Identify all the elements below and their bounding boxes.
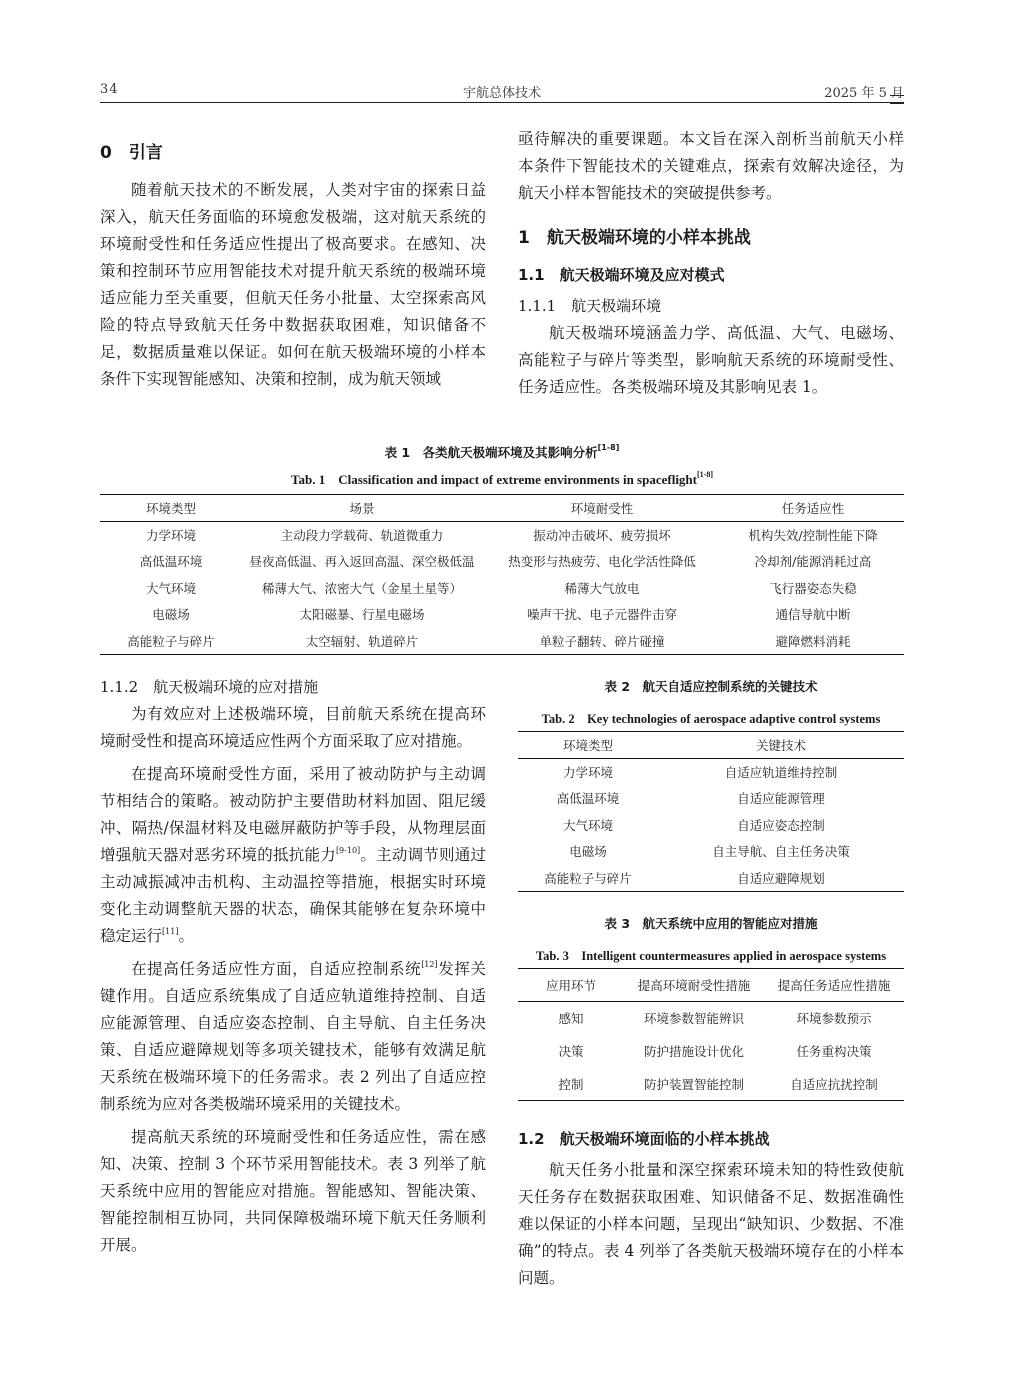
table-1-caption-cn-ref: [1-8] [597,443,620,452]
table-cell: 控制 [558,1076,584,1092]
table-3-caption-en: Tab. 3 Intelligent countermeasures applied in aerospace systems [535,949,887,963]
paragraph-1-1-1: 航天极端环境涵盖力学、高低温、大气、电磁场、高能粒子与碎片等类型，影响航天系统的环境耐受性、任务适应性。各类极端环境及其影响见表 1。 [518,324,904,396]
section-1-1-title: 1.1 航天极端环境及应对模式 [518,266,725,284]
table-cell: 热变形与热疲劳、电化学活性降低 [508,554,696,570]
citation-12: [12] [421,960,438,969]
right-column-bottom [518,1126,904,1292]
paragraph-measures-2-a: 在提高环境耐受性方面，采用了被动防护与主动调节相结合的策略。被动防护主要借助材料加固、阻尼缓冲、隔热/保温材料及电磁屏蔽防护等手段，从物理层面增强航天器对恶劣环境的抵抗能力 [100,765,486,864]
table-3-caption [518,914,904,964]
table-cell: 自适应避障规划 [737,870,825,886]
table-cell: 自适应能源管理 [737,791,825,807]
table-1-caption [100,443,904,488]
table-cell: 稀薄大气、浓密大气（金星土星等） [261,580,462,596]
table-cell: 噪声干扰、电子元器件击穿 [526,607,677,623]
paragraph-measures-4: 提高航天系统的环境耐受性和任务适应性，需在感知、决策、控制 3 个环节采用智能技术。表 3 列举了航天系统中应用的智能应对措施。智能感知、智能决策、智能控制相互协同，共同保障极端环境下航天任务顺利开展。 [100,1128,486,1254]
header-corner-mark [890,95,904,104]
table-row [100,575,904,602]
table-cell: 力学环境 [562,765,613,780]
paragraph-1-2: 航天任务小批量和深空探索环境未知的特性致使航天任务存在数据获取困难、知识储备不足、数据准确性难以保证的小样本问题，呈现出“缺知识、少数据、不准确”的特点。表 4 列举了各类航天极端环境存在的小样本问题。 [518,1161,904,1287]
header-rule [100,102,904,103]
table-cell: 电磁场 [569,844,607,860]
table-cell: 机构失效/控制性能下降 [748,528,878,543]
table-cell: 高低温环境 [556,791,620,807]
column-header: 环境类型 [562,738,613,753]
table-cell: 自适应抗扰控制 [790,1076,878,1092]
left-column-bottom [100,674,486,1259]
paragraph-measures-1: 为有效应对上述极端环境，目前航天系统在提高环境耐受性和提高环境适应性两个方面采取了应对措施。 [100,705,486,750]
journal-name: 宇航总体技术 [462,86,541,101]
table-1-caption-en: Tab. 1 Classification and impact of extreme environments in spaceflight [290,472,697,487]
table-cell: 自主导航、自主任务决策 [712,844,850,860]
table-cell: 任务重构决策 [796,1044,872,1059]
column-header: 场景 [349,501,375,516]
column-header: 提高任务适应性措施 [777,978,891,993]
table-cell: 飞行器姿态失稳 [769,580,857,596]
table-cell: 主动段力学载荷、轨道微重力 [280,528,444,543]
table-2-caption-en: Tab. 2 Key technologies of aerospace adaptive control systems [541,712,881,726]
section-1-1-1-title: 1.1.1 航天极端环境 [518,297,662,315]
table-cell: 环境参数预示 [796,1011,872,1027]
citation-11: [11] [162,927,179,936]
table-1-caption-en-ref: [1-8] [697,470,713,479]
table-2-caption-cn: 表 2 航天自适应控制系统的关键技术 [604,679,818,694]
table-row [518,759,904,786]
table-cell: 避障燃料消耗 [775,633,851,649]
table-3 [518,968,904,1101]
column-header: 应用环节 [545,978,596,993]
table-row [518,838,904,865]
table-cell: 大气环境 [562,817,613,833]
citation-9-10: [9-10] [335,846,361,855]
paragraph-measures-2 [100,761,486,950]
table-row [518,1002,904,1035]
column-header: 提高环境耐受性措施 [637,978,751,993]
table-cell: 单粒子翻转、碎片碰撞 [539,633,665,649]
table-cell: 高能粒子与碎片 [127,633,215,649]
table-cell: 太阳磁暴、行星电磁场 [299,607,425,623]
table-row [518,785,904,812]
table-cell: 自适应轨道维持控制 [724,765,838,780]
table-row [518,865,904,892]
column-header: 关键技术 [755,738,806,753]
section-1-2-title: 1.2 航天极端环境面临的小样本挑战 [518,1130,770,1148]
table-cell: 感知 [558,1011,584,1027]
column-header: 任务适应性 [781,501,845,516]
section-1-1-2-title: 1.1.2 航天极端环境的应对措施 [100,678,319,696]
right-column-top [518,126,904,401]
table-row [518,1035,904,1068]
table-1-caption-cn: 表 1 各类航天极端环境及其影响分析 [384,445,598,460]
paragraph-measures-3 [100,956,486,1118]
table-cell: 防护措施设计优化 [643,1044,744,1059]
paragraph-measures-3-a: 在提高任务适应性方面，自适应控制系统 [131,960,422,978]
section-1-title: 1 航天极端环境的小样本挑战 [518,228,751,248]
table-row [100,522,904,549]
issue-date: 2025 年 5 月 [824,86,904,101]
table-cell: 昼夜高低温、再入返回高温、深空极低温 [249,554,475,570]
table-2-caption [518,677,904,727]
table-cell: 高能粒子与碎片 [544,870,632,886]
table-cell: 自适应姿态控制 [737,817,825,833]
table-3-caption-cn: 表 3 航天系统中应用的智能应对措施 [604,916,818,931]
intro-paragraph: 随着航天技术的不断发展，人类对宇宙的探索日益深入，航天任务面临的环境愈发极端，这对航天系统的环境耐受性和任务适应性提出了极高要求。在感知、决策和控制环节应用智能技术对提升航天系统的极端环境适应能力至关重要，但航天任务小批量、太空探索高风险的特点导致航天任务中数据获取困难，知识储备不足，数据质量难以保证。如何在航天极端环境的小样本条件下实现智能感知、决策和控制，成为航天领域 [100,181,486,388]
section-0-title: 0 引言 [100,143,163,163]
table-cell: 力学环境 [145,528,196,543]
table-cell: 高低温环境 [139,554,203,570]
table-cell: 通信导航中断 [775,607,851,623]
table-2 [518,731,904,892]
running-header [100,82,904,102]
table-1 [100,494,904,655]
table-cell: 防护装置智能控制 [643,1076,744,1092]
table-row [100,628,904,655]
table-row [518,1068,904,1101]
table-cell: 振动冲击破坏、疲劳损坏 [533,528,671,543]
column-header: 环境耐受性 [570,501,634,516]
table-cell: 电磁场 [152,607,190,623]
column-header: 环境类型 [145,501,196,516]
table-cell: 稀薄大气放电 [564,580,640,596]
table-cell: 大气环境 [145,580,196,596]
intro-paragraph-continued: 亟待解决的重要课题。本文旨在深入剖析当前航天小样本条件下智能技术的关键难点，探索有效解决途径，为航天小样本智能技术的突破提供参考。 [518,130,904,202]
table-row [100,601,904,628]
paragraph-measures-3-b: 发挥关键作用。自适应系统集成了自适应轨道维持控制、自适应能源管理、自适应姿态控制、自主导航、自主任务决策、自适应避障规划等多项关键技术，能够有效满足航天系统在极端环境下的任务需求。表 2 列出了自适应控制系统为应对各类极端环境采用的关键技术。 [100,960,486,1113]
paragraph-measures-2-c: 。 [178,927,194,945]
page-number: 34 [100,82,119,97]
table-row [100,548,904,575]
table-row [518,812,904,839]
table-cell: 环境参数智能辨识 [643,1011,744,1027]
table-cell: 决策 [558,1044,584,1059]
table-cell: 冷却剂/能源消耗过高 [754,554,872,570]
left-column-top [100,140,486,393]
table-cell: 太空辐射、轨道碎片 [305,633,419,649]
paragraph-measures-2-b: 。主动调节则通过主动减振减冲击机构、主动温控等措施，根据实时环境变化主动调整航天器的状态，确保其能够在复杂环境中稳定运行 [100,846,486,945]
